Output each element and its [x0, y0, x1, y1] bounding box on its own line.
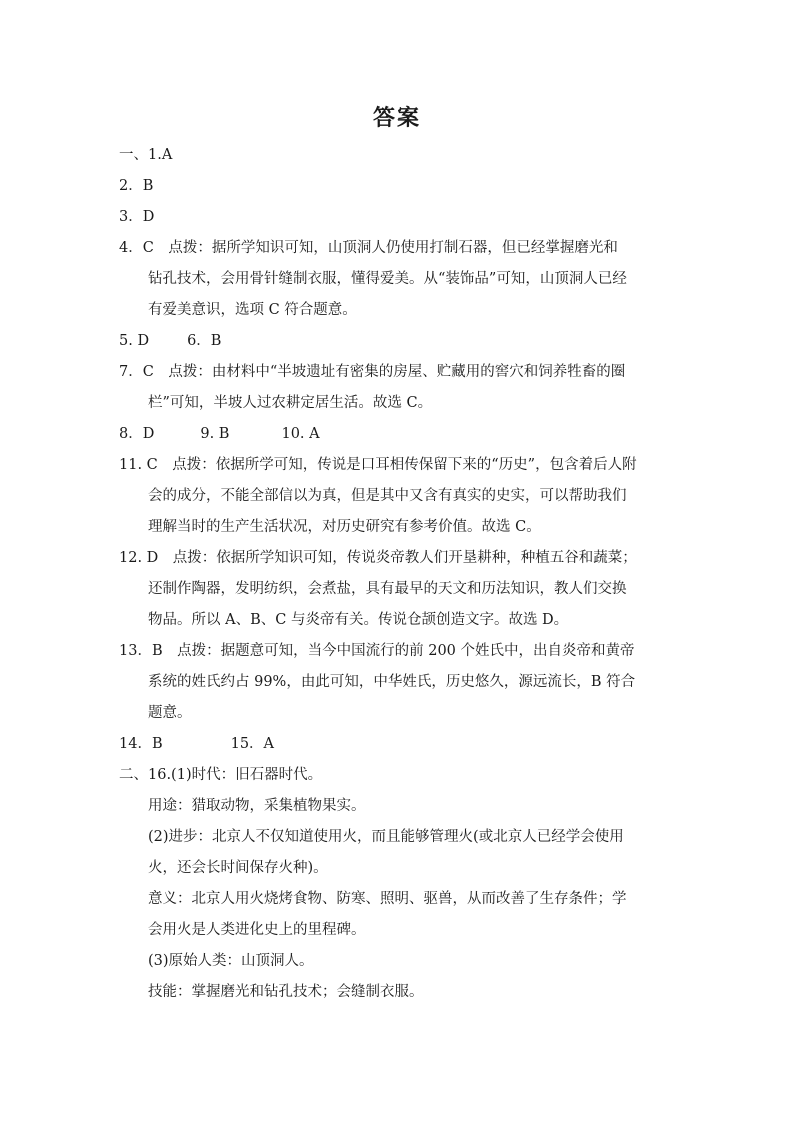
answer-line: 4．C 点拨：据所学知识可知，山顶洞人仍使用打制石器，但已经掌握磨光和 [119, 240, 618, 256]
answer-line: 7．C 点拨：由材料中“半坡遗址有密集的房屋、贮藏用的窖穴和饲养牲畜的圈 [119, 364, 626, 380]
answer-line: 3．D [119, 209, 155, 225]
answer-line: 栏”可知，半坡人过农耕定居生活。故选 C。 [148, 395, 433, 411]
answer-line: 意义：北京人用火烧烤食物、防寒、照明、驱兽，从而改善了生存条件；学 [148, 891, 627, 907]
answer-line: 会的成分，不能全部信以为真，但是其中又含有真实的史实，可以帮助我们 [148, 488, 627, 504]
answer-line: 技能：掌握磨光和钻孔技术；会缝制衣服。 [148, 984, 424, 1000]
answer-line: 用途：猎取动物，采集植物果实。 [148, 798, 366, 814]
answer-line: 还制作陶器，发明纺织，会煮盐，具有最早的天文和历法知识，教人们交换 [148, 581, 627, 597]
answer-line: 5. D 6．B [119, 333, 222, 349]
answer-line: 二、16.(1)时代：旧石器时代。 [119, 767, 323, 783]
answer-list [119, 140, 679, 1008]
answer-line: 理解当时的生产生活状况，对历史研究有参考价值。故选 C。 [148, 519, 541, 535]
answer-line: 物品。所以 A、B、C 与炎帝有关。传说仓颉创造文字。故选 D。 [148, 612, 569, 628]
answer-line: 火，还会长时间保存火种)。 [148, 860, 328, 876]
answer-line: 有爱美意识，选项 C 符合题意。 [148, 302, 357, 318]
answer-line: 一、1.A [119, 147, 173, 163]
page-title: 答案 [372, 106, 421, 131]
answer-line: 8．D 9. B 10. A [119, 426, 320, 442]
answer-line: 14．B 15．A [119, 736, 275, 752]
answer-line: 钻孔技术，会用骨针缝制衣服，懂得爱美。从“装饰品”可知，山顶洞人已经 [148, 271, 627, 287]
answer-line: 12. D 点拨：依据所学知识可知，传说炎帝教人们开垦耕种，种植五谷和蔬菜； [119, 550, 637, 566]
answer-line: (3)原始人类：山顶洞人。 [148, 953, 314, 969]
answer-line: 会用火是人类进化史上的里程碑。 [148, 922, 366, 938]
answer-line: 2．B [119, 178, 154, 194]
answer-line: 题意。 [148, 705, 192, 721]
answer-line: 系统的姓氏约占 99%，由此可知，中华姓氏，历史悠久，源远流长，B 符合 [148, 674, 636, 690]
answer-line: (2)进步：北京人不仅知道使用火，而且能够管理火(或北京人已经学会使用 [148, 829, 624, 845]
answer-line: 13．B 点拨：据题意可知，当今中国流行的前 200 个姓氏中，出自炎帝和黄帝 [119, 643, 635, 659]
answer-line: 11. C 点拨：依据所学可知，传说是口耳相传保留下来的“历史”，包含着后人附 [119, 457, 637, 473]
